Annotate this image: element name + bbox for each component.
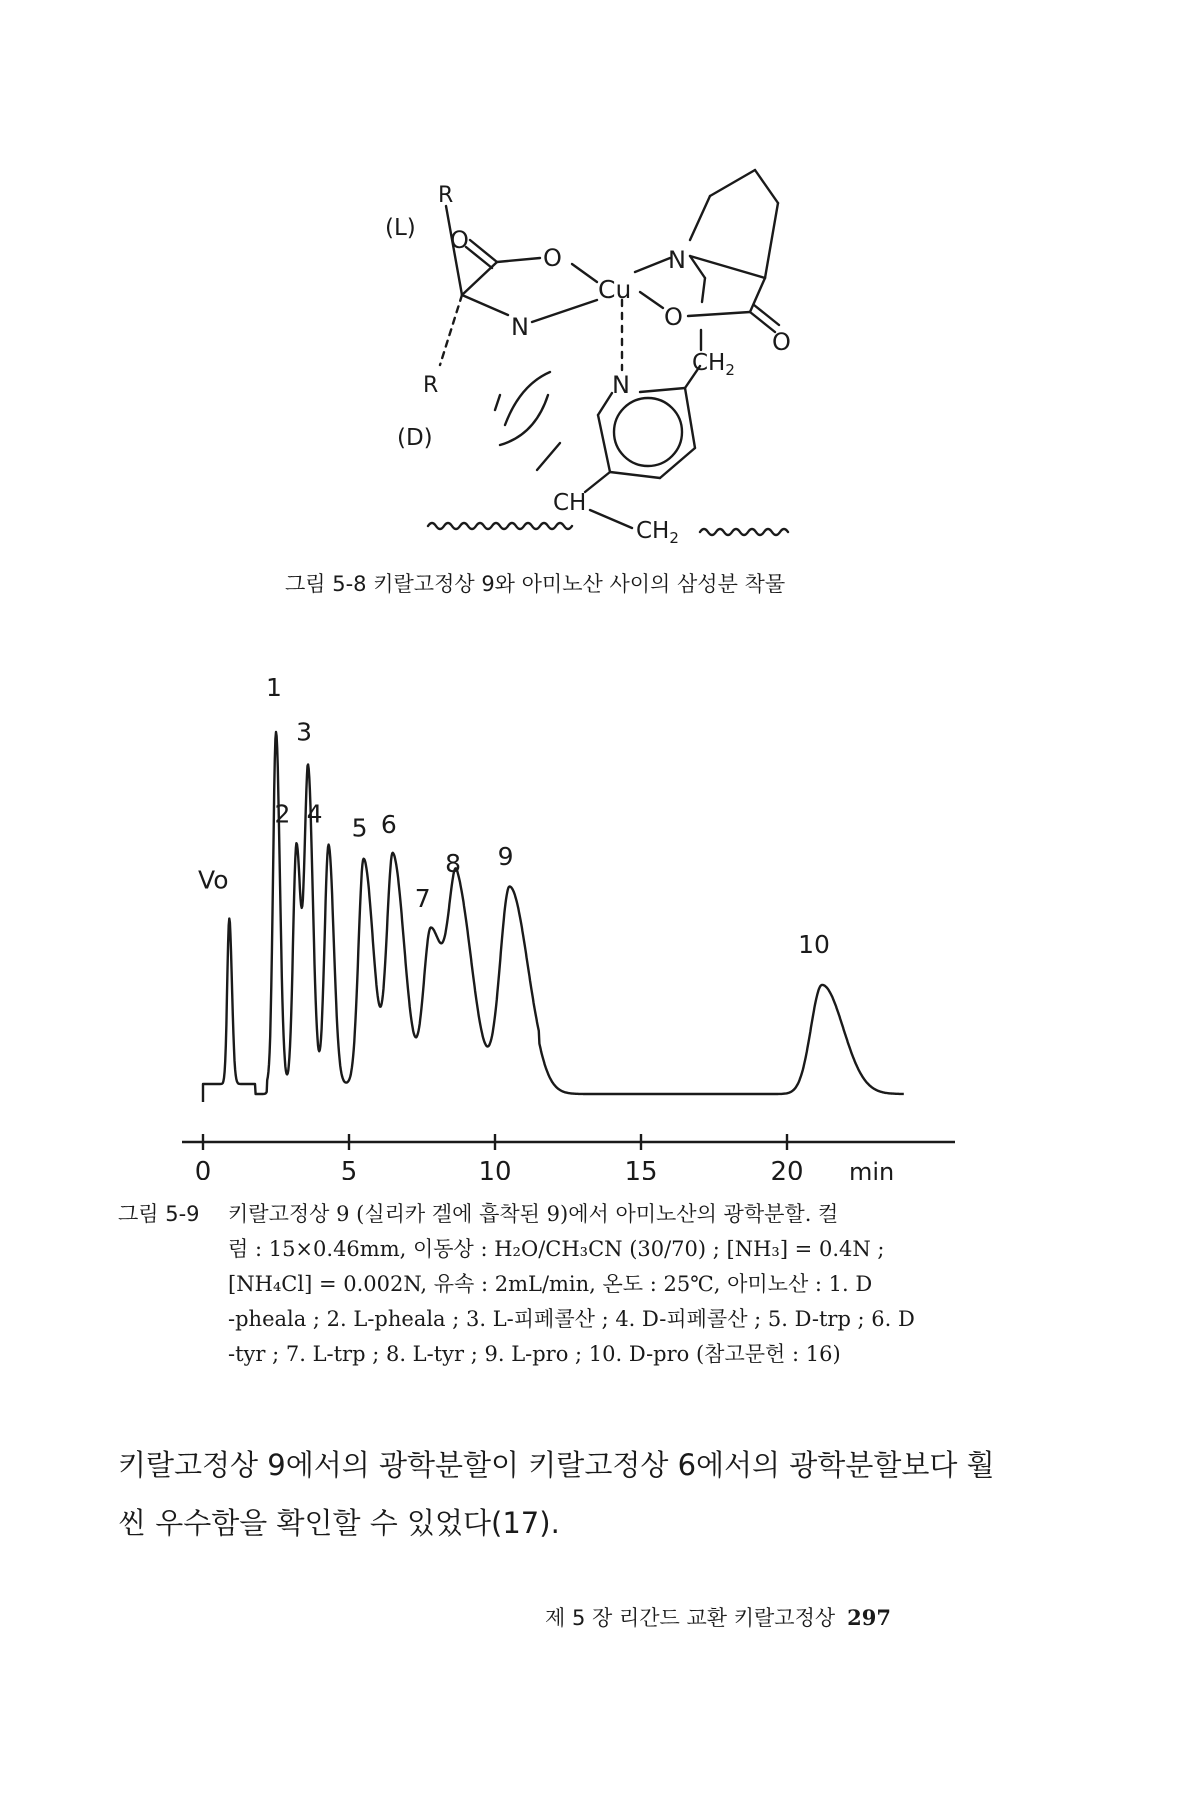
x-unit-label: min — [849, 1158, 895, 1180]
label-o-carbonyl-right: O — [772, 328, 791, 356]
page-number: 297 — [847, 1605, 892, 1630]
x-tick-label: 10 — [478, 1157, 512, 1180]
label-ch-chain: CH — [553, 490, 587, 516]
label-n-pyridine: N — [612, 371, 630, 399]
peak-label: 5 — [351, 813, 368, 843]
figure-5-8-caption: 그림 5-8 키랄고정상 9와 아미노산 사이의 삼성분 착물 — [285, 572, 786, 596]
peak-label: 2 — [274, 799, 291, 829]
label-cu: Cu — [598, 275, 632, 304]
caption-line: [NH₄Cl] = 0.002N, 유속 : 2mL/min, 온도 : 25℃, 아미노산 : 1. D — [228, 1272, 873, 1296]
peak-label: 3 — [296, 717, 313, 747]
label-r-top: R — [438, 183, 454, 208]
page-footer — [545, 1602, 891, 1632]
chapter-title: 제 5 장 리간드 교환 키랄고정상 — [545, 1606, 836, 1630]
figure-5-9-label: 그림 5-9 — [118, 1202, 200, 1226]
body-line: 씬 우수함을 확인할 수 있었다(17). — [118, 1506, 560, 1540]
label-o-bridge-left: O — [543, 244, 562, 272]
label-o-carbonyl-left: O — [450, 226, 469, 254]
caption-line: 키랄고정상 9 (실리카 겔에 흡착된 9)에서 아미노산의 광학분할. 컬 — [228, 1202, 839, 1226]
x-tick-label: 20 — [770, 1157, 804, 1180]
body-line: 키랄고정상 9에서의 광학분할이 키랄고정상 6에서의 광학분할보다 훨 — [118, 1448, 995, 1482]
peak-label: 7 — [414, 884, 431, 914]
caption-line: 럼 : 15×0.46mm, 이동상 : H₂O/CH₃CN (30/70) ; [NH₃] = 0.4N ; — [228, 1237, 885, 1261]
label-n-left: N — [511, 313, 529, 341]
label-ch2-chain: $CH_2$ — [636, 518, 679, 547]
label-r-bottom: R — [423, 373, 439, 398]
label-n-right: N — [668, 246, 686, 274]
structure-figure — [0, 0, 1200, 600]
label-L: (L) — [385, 215, 416, 241]
peak-label: 6 — [380, 810, 397, 840]
label-D: (D) — [397, 425, 433, 451]
peak-label: Vo — [198, 865, 229, 895]
label-ch2-right: $CH_2$ — [692, 350, 735, 379]
chromatogram-trace — [203, 732, 904, 1102]
x-tick-label: 15 — [624, 1157, 658, 1180]
caption-line: -tyr ; 7. L-trp ; 8. L-tyr ; 9. L-pro ; 10. D-pro (참고문헌 : 16) — [228, 1342, 841, 1366]
caption-line: -pheala ; 2. L-pheala ; 3. L-피페콜산 ; 4. D-피페콜산 ; 5. D-trp ; 6. D — [228, 1307, 915, 1331]
x-tick-label: 5 — [340, 1157, 358, 1180]
chromatogram-chart — [0, 640, 1200, 1180]
peak-label: 10 — [798, 929, 830, 959]
x-tick-label: 0 — [194, 1157, 212, 1180]
label-o-bridge-right: O — [664, 303, 683, 331]
peak-label: 8 — [445, 848, 461, 878]
peak-label: 9 — [497, 841, 514, 871]
body-paragraph — [118, 1436, 1018, 1552]
peak-label: 4 — [306, 799, 323, 829]
peak-label: 1 — [266, 673, 282, 702]
